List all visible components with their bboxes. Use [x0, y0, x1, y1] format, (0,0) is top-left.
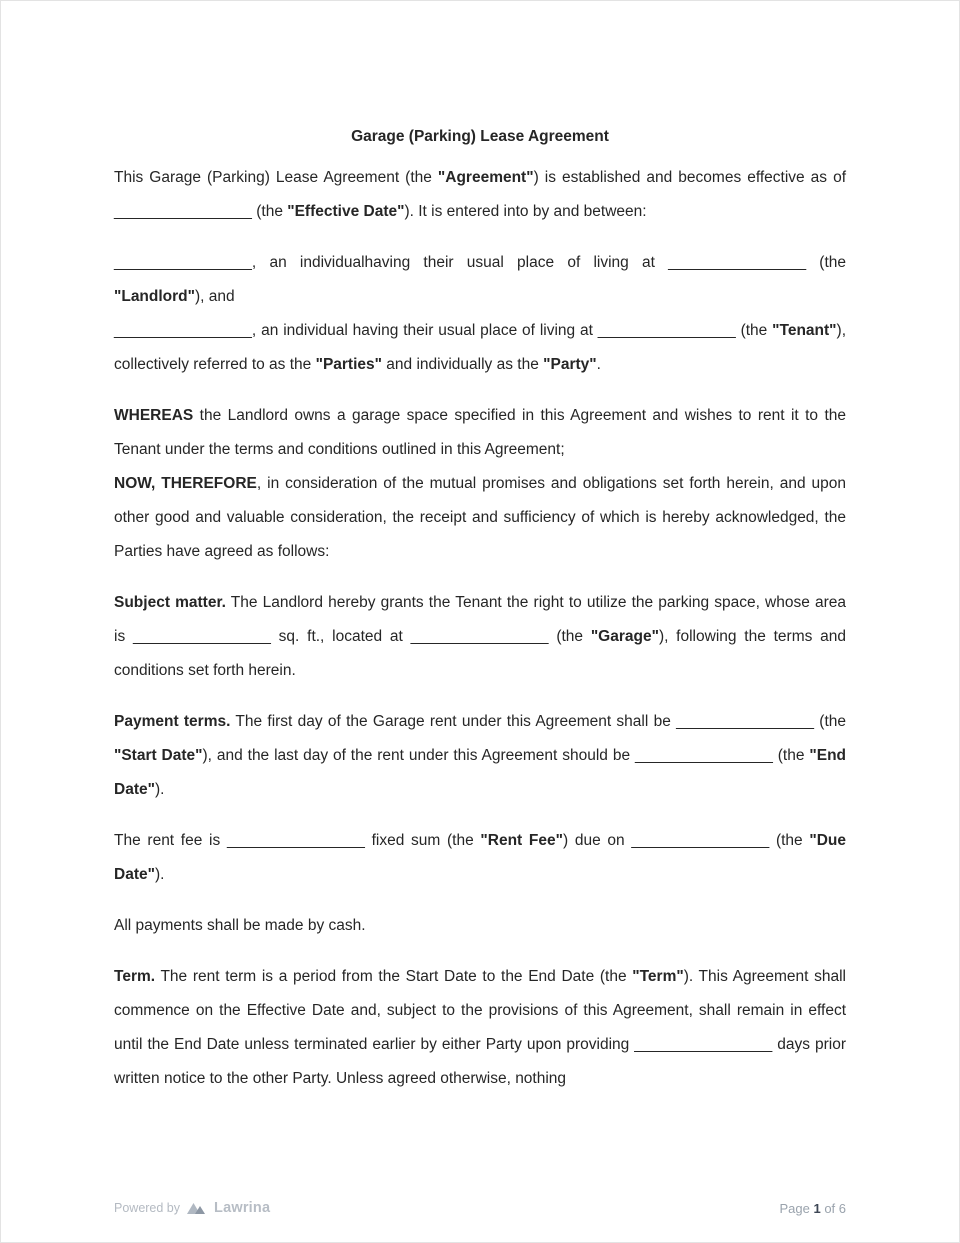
text-run: ) is established and becomes effective as of ________________ (the — [114, 169, 846, 220]
defined-term-start-date: "Start Date" — [114, 747, 203, 764]
text-run: ). It is entered into by and between: — [404, 203, 647, 220]
parties-block — [114, 246, 846, 382]
text-run: ). — [154, 781, 165, 798]
paragraph-rent-fee — [114, 824, 846, 892]
lawrina-mountain-logo-icon — [186, 1201, 208, 1215]
paragraph-term — [114, 960, 846, 1096]
text-run: All payments shall be made by cash. — [114, 917, 366, 934]
clause-lead-whereas: WHEREAS — [114, 407, 194, 424]
page-number: 1 — [813, 1200, 821, 1216]
text-run: ), and — [195, 288, 235, 305]
defined-term-tenant: "Tenant" — [772, 322, 837, 339]
text-run: ), collectively referred to as the — [114, 322, 846, 373]
text-run: the Landlord owns a garage space specified in this Agreement and wishes to rent it to the Tenant under the terms and conditions outlined in this Agreement; — [114, 407, 846, 458]
paragraph-payment-terms — [114, 705, 846, 807]
page-indicator — [779, 1201, 846, 1216]
text-run: ________________, an individual having their usual place of living at ________________ (the — [114, 322, 773, 339]
defined-term-garage: "Garage" — [590, 628, 659, 645]
page-footer — [114, 1200, 846, 1216]
clause-heading-subject-matter: Subject matter. — [114, 594, 226, 611]
lawrina-brand-name: Lawrina — [214, 1200, 271, 1216]
defined-term-agreement: "Agreement" — [437, 169, 534, 186]
text-run: The Landlord hereby grants the Tenant the right to utilize the parking space, whose area is ________________ sq. ft., located at ________________ (the — [114, 594, 847, 645]
document-content — [1, 1, 959, 1096]
clause-heading-payment-terms: Payment terms. — [114, 713, 231, 730]
paragraph-tenant — [114, 314, 846, 382]
page-suffix: of 6 — [824, 1200, 846, 1216]
defined-term-landlord: "Landlord" — [114, 288, 195, 305]
text-run: ________________, an individualhaving their usual place of living at ________________ (the — [114, 254, 846, 271]
text-run: ), following the terms and conditions set forth herein. — [114, 628, 846, 679]
clause-lead-now-therefore: NOW, THEREFORE — [114, 475, 257, 492]
text-run: ), and the last day of the rent under this Agreement should be ________________ (the — [202, 747, 810, 764]
defined-term-parties: "Parties" — [315, 356, 382, 373]
defined-term-effective-date: "Effective Date" — [287, 203, 405, 220]
text-run: . — [596, 356, 601, 373]
text-run: ) due on ________________ (the — [562, 832, 810, 849]
defined-term-due-date: "Due Date" — [114, 832, 846, 883]
defined-term-rent-fee: "Rent Fee" — [480, 832, 563, 849]
powered-by-label: Powered by — [114, 1201, 181, 1215]
paragraph-now-therefore — [114, 467, 846, 569]
paragraph-subject-matter — [114, 586, 846, 688]
text-run: This Garage (Parking) Lease Agreement (the — [114, 169, 438, 186]
recitals-block — [114, 399, 846, 569]
defined-term-term: "Term" — [632, 968, 684, 985]
text-run: ). — [154, 866, 165, 883]
page-prefix: Page — [779, 1200, 810, 1216]
defined-term-end-date: "End Date" — [114, 747, 847, 798]
powered-by-lawrina — [114, 1200, 270, 1216]
text-run: The first day of the Garage rent under this Agreement shall be ________________ (the — [230, 713, 846, 730]
paragraph-whereas — [114, 399, 846, 467]
document-title: Garage (Parking) Lease Agreement — [351, 128, 609, 145]
text-run: ). This Agreement shall commence on the Effective Date and, subject to the provisions of this Agreement, shall remain in effect until the End Date unless terminated earlier by either Party upon providing ________________ days prior written notice to the other Party. Unless agreed otherwise, nothing — [114, 968, 847, 1087]
clause-heading-term: Term. — [114, 968, 156, 985]
paragraph-cash — [114, 909, 846, 943]
defined-term-party: "Party" — [543, 356, 597, 373]
paragraph-intro — [114, 161, 846, 229]
paragraph-landlord — [114, 246, 846, 314]
text-run: The rent term is a period from the Start Date to the End Date (the — [155, 968, 633, 985]
text-run: and individually as the — [382, 356, 544, 373]
text-run: The rent fee is ________________ fixed sum (the — [114, 832, 481, 849]
text-run: , in consideration of the mutual promises and obligations set forth herein, and upon other good and valuable consideration, the receipt and sufficiency of which is hereby acknowledged, the Parties have agreed as follows: — [114, 475, 846, 560]
